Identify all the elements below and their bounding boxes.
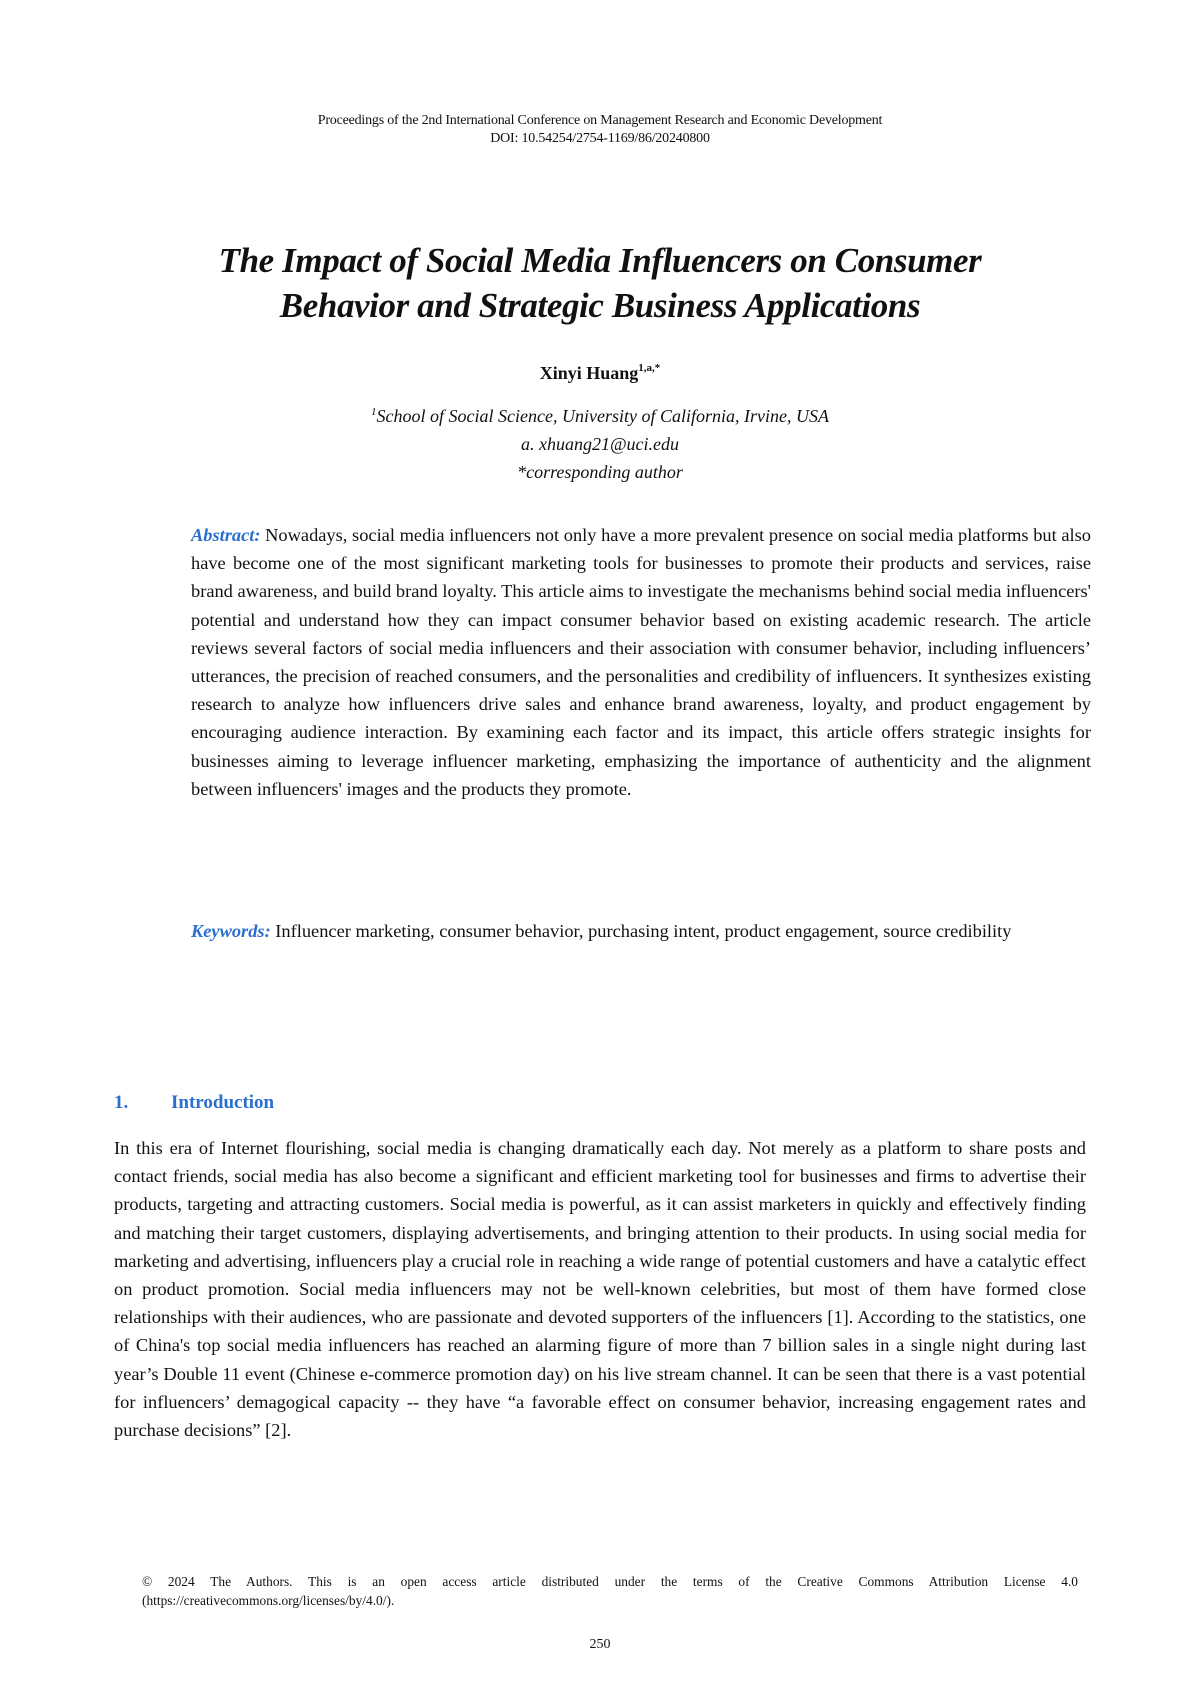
doi: DOI: 10.54254/2754-1169/86/20240800	[490, 131, 710, 146]
corresponding-note: *corresponding author	[517, 462, 683, 482]
section-heading-introduction	[114, 1092, 274, 1114]
author-email[interactable]: a. xhuang21@uci.edu	[520, 434, 680, 454]
title-line-1: The Impact of Social Media Influencers on Consumer	[218, 241, 982, 280]
affiliation-block	[0, 398, 1200, 486]
page-number: 250	[589, 1637, 611, 1652]
conference-name: Proceedings of the 2nd International Conference on Management Research and Economic Development	[317, 113, 883, 128]
author-line	[0, 362, 1200, 384]
paper-title	[120, 238, 1080, 328]
title-line-2: Behavior and Strategic Business Applications	[279, 286, 921, 325]
keywords	[191, 917, 1091, 945]
license-footnote: © 2024 The Authors. This is an open access article distributed under the terms of the Creative Commons Attribution License 4.0 (https://creativecommons.org/licenses/by/4.0/).	[142, 1574, 1078, 1608]
section-title: Introduction	[171, 1092, 275, 1113]
abstract	[191, 521, 1091, 803]
keywords-text: Influencer marketing, consumer behavior, purchasing intent, product engagement, source credibility	[275, 921, 1012, 941]
author-markers: 1,a,*	[638, 362, 661, 374]
abstract-label: Abstract:	[191, 525, 261, 545]
affiliation-institution-line	[0, 398, 1200, 430]
affiliation-institution: School of Social Science, University of California, Irvine, USA	[376, 406, 829, 426]
introduction-paragraph: In this era of Internet flourishing, social media is changing dramatically each day. Not merely as a platform to share posts and contact friends, social media has also become a significant and efficient marketing tool for businesses and firms to advertise their products, targeting and attracting customers. Social media is powerful, as it can assist marketers in quickly and effectively finding and matching their target customers, displaying advertisements, and bringing attention to their products. In using social media for marketing and advertising, influencers play a crucial role in reaching a wide range of potential customers and have a catalytic effect on product promotion. Social media influencers may not be well-known celebrities, but most of them have formed close relationships with their audiences, who are passionate and devoted supporters of the influencers [1]. According to the statistics, one of China's top social media influencers has reached an alarming figure of more than 7 billion sales in a single night during last year’s Double 11 event (Chinese e-commerce promotion day) on his live stream channel. It can be seen that there is a vast potential for influencers’ demagogical capacity -- they have “a favorable effect on consumer behavior, increasing engagement rates and purchase decisions” [2].	[114, 1138, 1086, 1441]
section-number: 1.	[114, 1092, 129, 1113]
keywords-label: Keywords:	[191, 921, 271, 941]
abstract-text: Nowadays, social media influencers not only have a more prevalent presence on social media platforms but also have become one of the most significant marketing tools for businesses to promote their products and services, raise brand awareness, and build brand loyalty. This article aims to investigate the mechanisms behind social media influencers' potential and understand how they can impact consumer behavior based on existing academic research. The article reviews several factors of social media influencers and their association with consumer behavior, including influencers’ utterances, the precision of reached consumers, and the personalities and credibility of influencers. It synthesizes existing research to analyze how influencers drive sales and enhance brand awareness, loyalty, and product engagement by encouraging audience interaction. By examining each factor and its impact, this article offers strategic insights for businesses aiming to leverage influencer marketing, emphasizing the importance of authenticity and the alignment between influencers' images and the products they promote.	[191, 525, 1091, 799]
author-name: Xinyi Huang	[539, 363, 639, 383]
running-header	[0, 112, 1200, 148]
affiliation-marker: 1	[371, 406, 377, 418]
